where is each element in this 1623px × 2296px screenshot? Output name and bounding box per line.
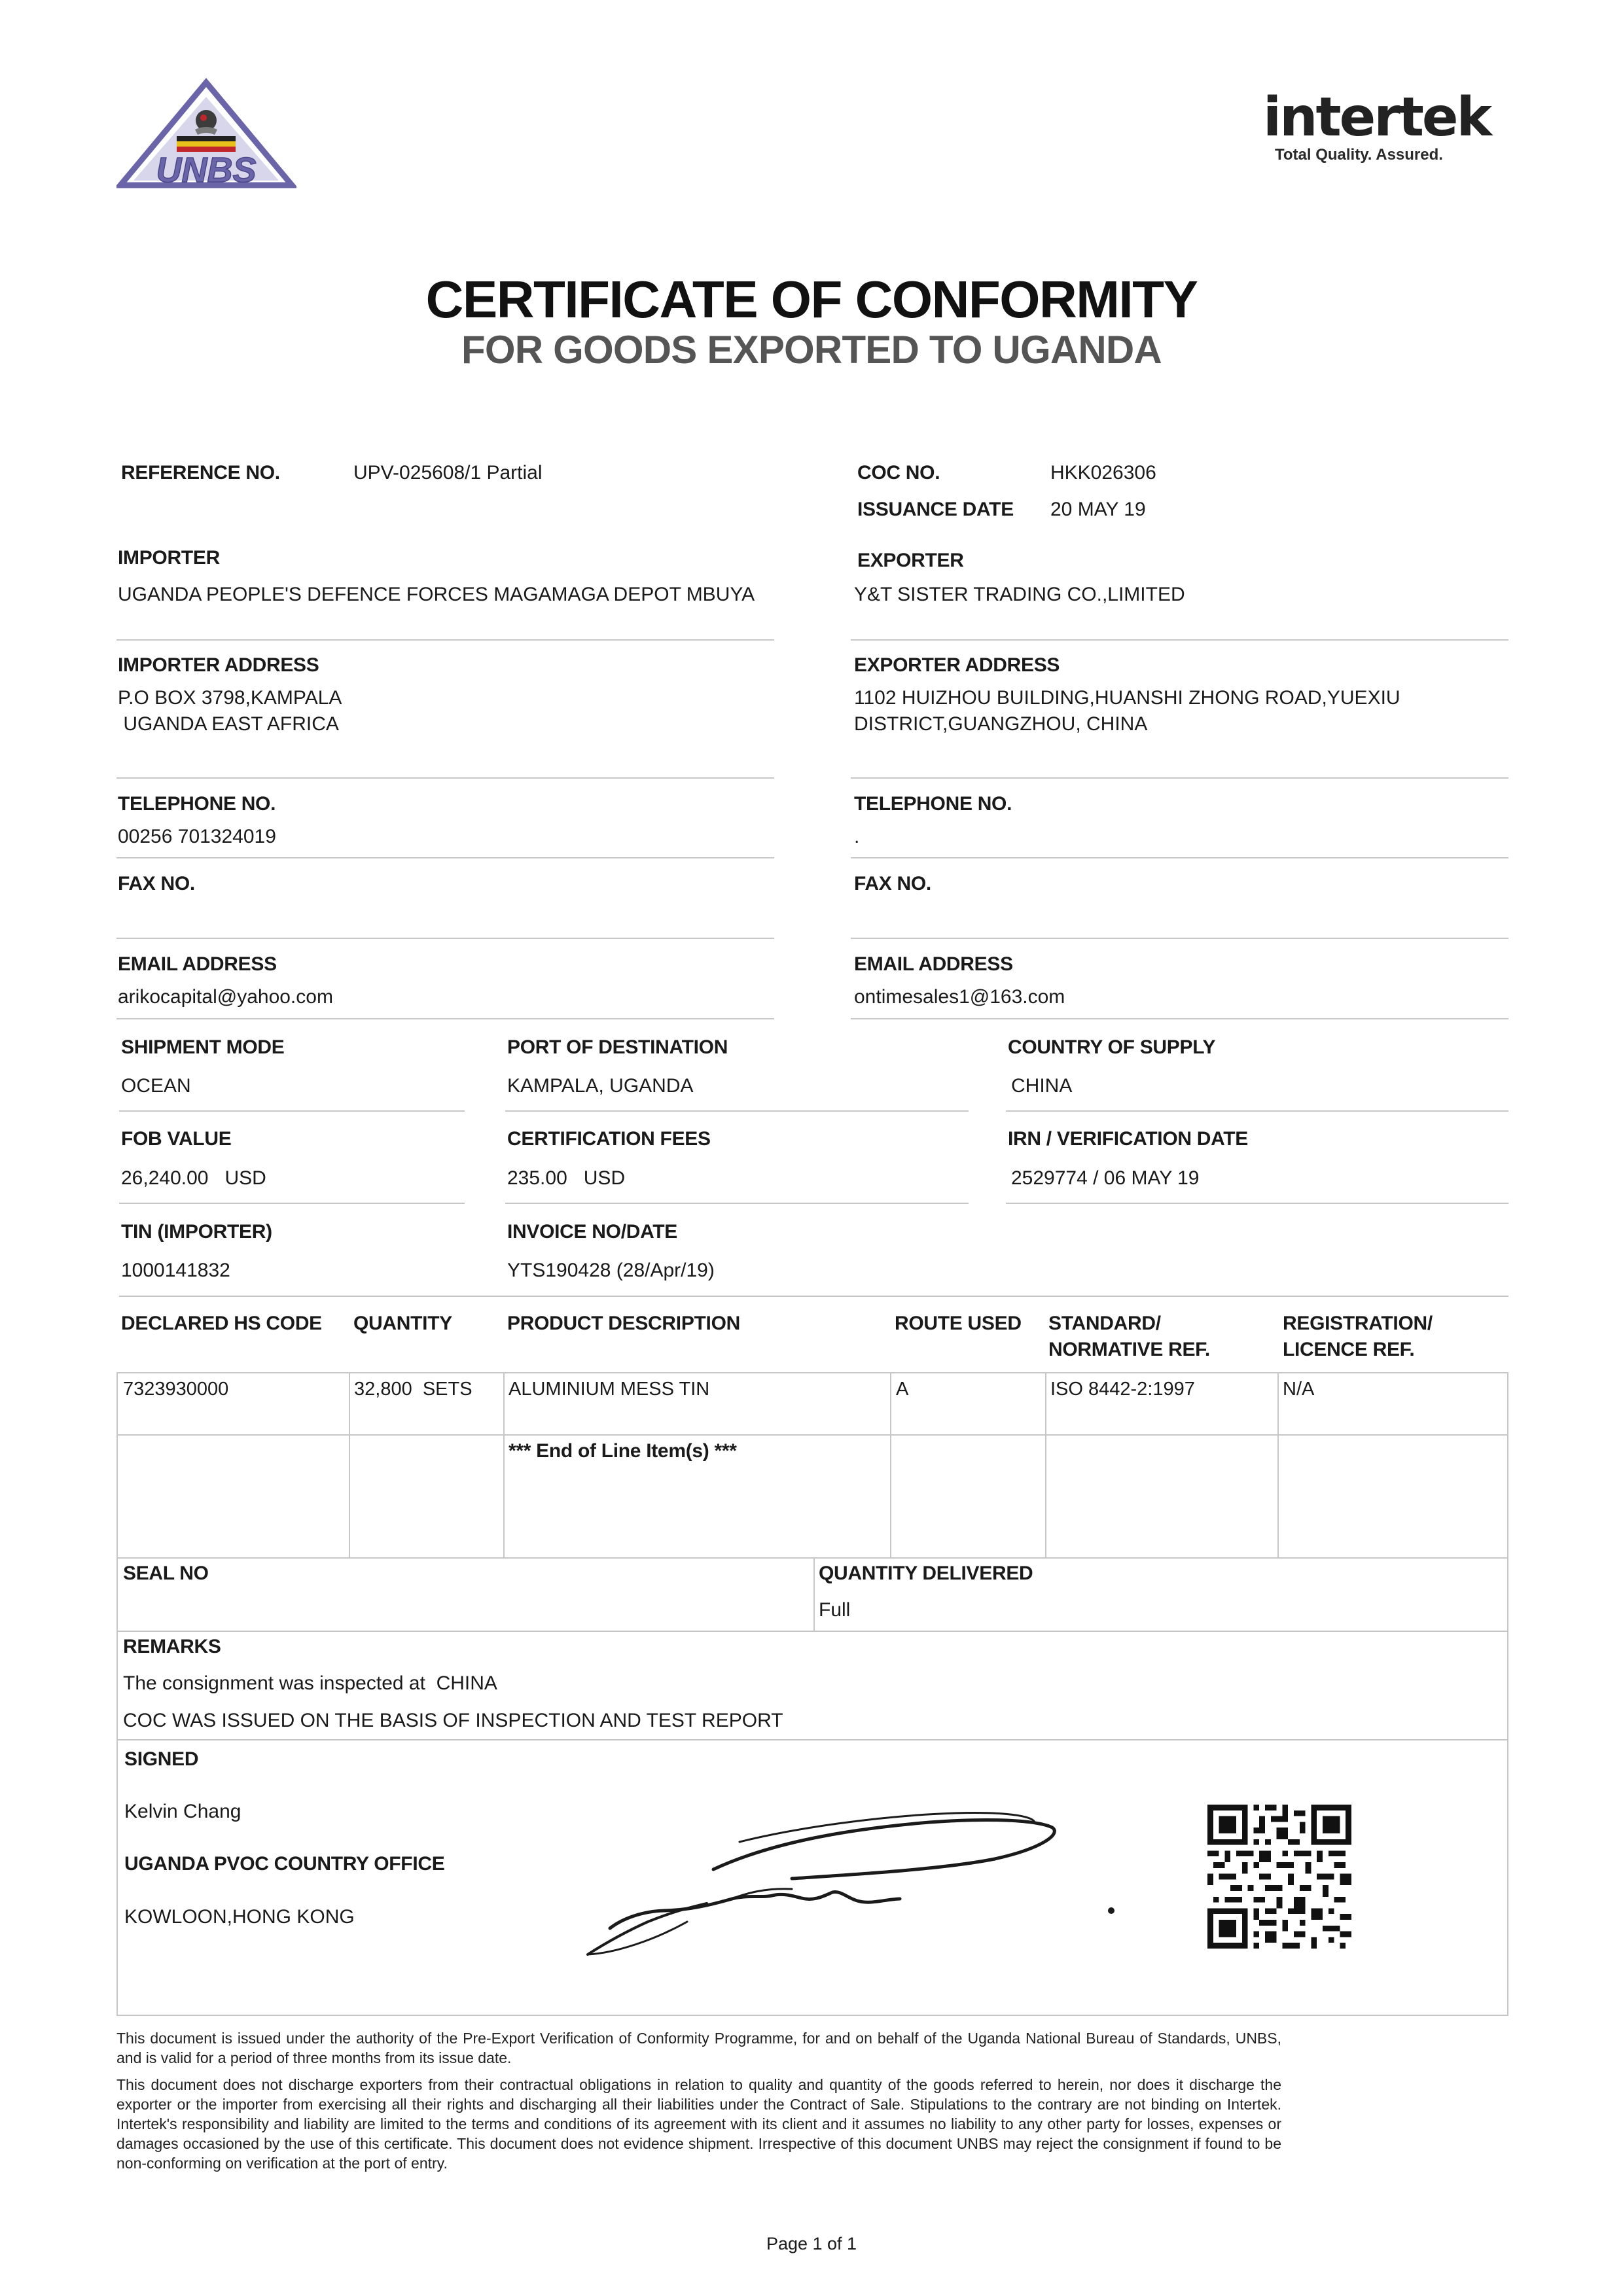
signed-label: SIGNED: [124, 1748, 199, 1770]
intertek-logo: [1263, 88, 1512, 180]
route-used-header: ROUTE USED: [895, 1313, 1022, 1334]
exporter-label: EXPORTER: [857, 550, 964, 571]
importer-address-line2: UGANDA EAST AFRICA: [118, 713, 339, 735]
irn-verification-date-value: 2529774 / 06 MAY 19: [1011, 1167, 1200, 1189]
row-divider: [118, 1631, 1507, 1632]
product-description-cell: ALUMINIUM MESS TIN: [508, 1379, 710, 1400]
row-divider: [118, 1434, 1507, 1436]
exporter-value: Y&T SISTER TRADING CO.,LIMITED: [854, 584, 1185, 605]
exporter-address-label: EXPORTER ADDRESS: [854, 654, 1060, 676]
legal-paragraph-disclaimer: This document does not discharge exporters from their contractual obligations in relation to quality and quantity of the goods referred to herein, nor does it discharge the exporter or the importer from exercising all their rights and discharging all their liabilities under the Contract of Sale. Stipulations to the contrary are not binding on Intertek. Intertek's responsibility and liability are limited to the terms and conditions of its agreement with its client and it assumes no liability to any other party for losses, expenses or damages occasioned by the use of this certificate. This document does not evidence shipment. Irrespective of this document UNBS may reject the consignment if found to be non-conforming on verification at the port of entry.: [116, 2076, 1281, 2172]
registration-header-line1: REGISTRATION/: [1283, 1313, 1433, 1334]
coc-label: COC NO.: [857, 462, 940, 484]
hs-code-cell: 7323930000: [123, 1379, 229, 1400]
divider: [851, 938, 1508, 939]
importer-telephone-value: 00256 701324019: [118, 826, 276, 847]
signer-office: UGANDA PVOC COUNTRY OFFICE: [124, 1853, 445, 1875]
irn-verification-date-label: IRN / VERIFICATION DATE: [1008, 1128, 1248, 1150]
seal-no-label: SEAL NO: [123, 1563, 209, 1584]
signer-name: Kelvin Chang: [124, 1801, 241, 1822]
lower-box: [116, 1557, 1508, 2016]
intertek-tagline: Total Quality. Assured.: [1275, 146, 1443, 164]
route-used-cell: A: [896, 1379, 909, 1400]
fob-value: 26,240.00 USD: [121, 1167, 266, 1189]
shipment-mode-label: SHIPMENT MODE: [121, 1036, 285, 1058]
divider: [851, 857, 1508, 858]
divider: [505, 1110, 969, 1112]
page-subtitle: FOR GOODS EXPORTED TO UGANDA: [461, 328, 1162, 372]
page-number: Page 1 of 1: [766, 2234, 857, 2253]
divider: [119, 1110, 465, 1112]
country-of-supply-label: COUNTRY OF SUPPLY: [1008, 1036, 1216, 1058]
divider: [1006, 1110, 1508, 1112]
exporter-address-line2: DISTRICT,GUANGZHOU, CHINA: [854, 713, 1148, 735]
standard-header-line1: STANDARD/: [1048, 1313, 1161, 1334]
divider: [119, 1296, 1508, 1297]
importer-telephone-label: TELEPHONE NO.: [118, 793, 276, 815]
divider: [505, 1203, 969, 1204]
divider: [116, 639, 774, 641]
remarks-line1: The consignment was inspected at CHINA: [123, 1672, 497, 1694]
col-divider: [1277, 1373, 1279, 1557]
divider: [116, 777, 774, 779]
issuance-date-value: 20 MAY 19: [1050, 499, 1146, 520]
exporter-fax-label: FAX NO.: [854, 873, 931, 894]
importer-email-value: arikocapital@yahoo.com: [118, 986, 333, 1008]
row-divider: [118, 1739, 1507, 1740]
page-title: CERTIFICATE OF CONFORMITY: [425, 270, 1198, 328]
importer-label: IMPORTER: [118, 547, 220, 569]
exporter-address-line1: 1102 HUIZHOU BUILDING,HUANSHI ZHONG ROAD,YUEXIU: [854, 687, 1400, 709]
certification-fees-value: 235.00 USD: [507, 1167, 626, 1189]
issuance-date-label: ISSUANCE DATE: [857, 499, 1014, 520]
tin-importer-value: 1000141832: [121, 1260, 230, 1281]
col-divider: [890, 1373, 891, 1557]
signature: [576, 1783, 1198, 1966]
exporter-telephone-label: TELEPHONE NO.: [854, 793, 1012, 815]
country-of-supply-value: CHINA: [1011, 1075, 1073, 1097]
coc-value: HKK026306: [1050, 462, 1156, 484]
divider: [851, 777, 1508, 779]
exporter-email-label: EMAIL ADDRESS: [854, 953, 1013, 975]
tin-importer-label: TIN (IMPORTER): [121, 1221, 272, 1243]
items-table: [116, 1372, 1508, 1559]
exporter-email-value: ontimesales1@163.com: [854, 986, 1065, 1008]
product-description-header: PRODUCT DESCRIPTION: [507, 1313, 740, 1334]
reference-value: UPV-025608/1 Partial: [353, 462, 543, 484]
divider: [116, 857, 774, 858]
divider: [116, 938, 774, 939]
remarks-label: REMARKS: [123, 1636, 221, 1657]
standard-header-line2: NORMATIVE REF.: [1048, 1339, 1210, 1360]
importer-value: UGANDA PEOPLE'S DEFENCE FORCES MAGAMAGA DEPOT MBUYA: [118, 584, 755, 605]
col-divider: [349, 1373, 350, 1557]
certification-fees-label: CERTIFICATION FEES: [507, 1128, 711, 1150]
importer-email-label: EMAIL ADDRESS: [118, 953, 277, 975]
col-divider: [1045, 1373, 1046, 1557]
remarks-line2: COC WAS ISSUED ON THE BASIS OF INSPECTION AND TEST REPORT: [123, 1710, 783, 1731]
qr-code: [1207, 1805, 1351, 1949]
divider: [851, 1018, 1508, 1019]
col-divider: [813, 1557, 815, 1631]
invoice-no-date-value: YTS190428 (28/Apr/19): [507, 1260, 715, 1281]
registration-header-line2: LICENCE REF.: [1283, 1339, 1415, 1360]
intertek-wordmark: intertek: [1263, 86, 1491, 149]
end-of-line-items-note: *** End of Line Item(s) ***: [508, 1440, 737, 1462]
exporter-telephone-value: .: [854, 826, 860, 847]
unbs-logo: [116, 77, 296, 192]
divider: [1006, 1203, 1508, 1204]
quantity-cell: 32,800 SETS: [354, 1379, 473, 1400]
reference-label: REFERENCE NO.: [121, 462, 280, 484]
importer-fax-label: FAX NO.: [118, 873, 195, 894]
signer-location: KOWLOON,HONG KONG: [124, 1906, 355, 1928]
divider: [851, 639, 1508, 641]
divider: [116, 1018, 774, 1019]
divider: [119, 1203, 465, 1204]
col-divider: [503, 1373, 505, 1557]
importer-address-label: IMPORTER ADDRESS: [118, 654, 319, 676]
port-of-destination-label: PORT OF DESTINATION: [507, 1036, 728, 1058]
shipment-mode-value: OCEAN: [121, 1075, 191, 1097]
quantity-delivered-label: QUANTITY DELIVERED: [819, 1563, 1033, 1584]
port-of-destination-value: KAMPALA, UGANDA: [507, 1075, 694, 1097]
registration-cell: N/A: [1283, 1379, 1315, 1400]
fob-value-label: FOB VALUE: [121, 1128, 232, 1150]
quantity-delivered-value: Full: [819, 1599, 851, 1621]
standard-cell: ISO 8442-2:1997: [1050, 1379, 1195, 1400]
legal-paragraph-authority: This document is issued under the authority of the Pre-Export Verification of Conformity Programme, for and on behalf of the Uganda National Bureau of Standards, UNBS, and is valid for a period of three months from its issue date.: [116, 2030, 1281, 2066]
invoice-no-date-label: INVOICE NO/DATE: [507, 1221, 677, 1243]
importer-address-line1: P.O BOX 3798,KAMPALA: [118, 687, 342, 709]
quantity-header: QUANTITY: [353, 1313, 452, 1334]
hs-code-header: DECLARED HS CODE: [121, 1313, 322, 1334]
svg-text:UNBS: UNBS: [156, 150, 257, 190]
